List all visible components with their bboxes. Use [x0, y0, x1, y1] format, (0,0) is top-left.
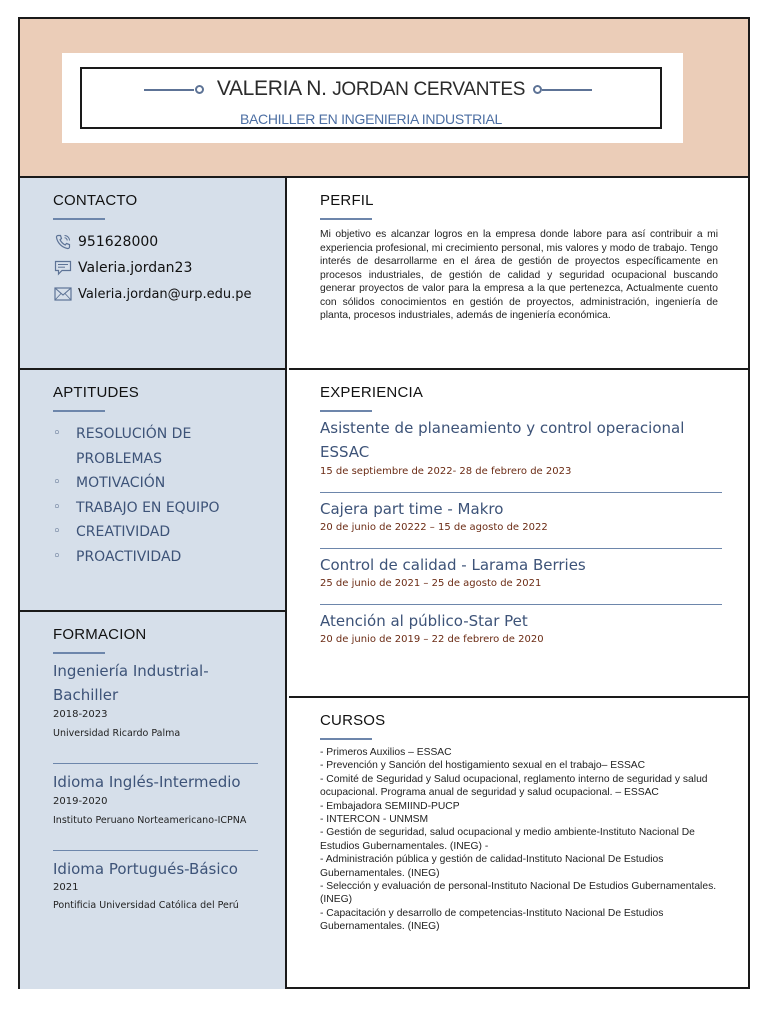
formacion-heading: FORMACION — [53, 626, 147, 643]
list-item: - Comité de Seguridad y Salud ocupacional, reglamento interno de seguridad y salud ocupacional. Programa anual de seguridad y salud ocupacional. – ESSAC — [320, 773, 708, 799]
list-item: - Primeros Auxilios – ESSAC — [320, 747, 452, 758]
formacion-section — [20, 612, 287, 989]
perfil-underline — [320, 218, 372, 220]
education-separator — [53, 850, 258, 851]
email-text: Valeria.jordan@urp.edu.pe — [78, 286, 252, 302]
candidate-name — [82, 77, 660, 101]
job-date: 25 de junio de 2021 – 25 de agosto de 2021 — [320, 578, 542, 589]
job-title: Atención al público-Star Pet — [320, 612, 528, 630]
job-date: 20 de junio de 2019 – 22 de febrero de 2020 — [320, 634, 544, 645]
profile-text: Mi objetivo es alcanzar logros en la empresa donde labore para así contribuir a mi experiencia profesional, mi crecimiento personal, mis valores y modo de trabajo. Tengo interés de desarrollarme en el área de gestión de proyectos específicamente en procesos industriales, de gestión de calidad y seguridad ocupacional buscando generar proyectos de valor para la empresa a la que pertenezca, Actualmente cuento con sólidos conocimientos en gestión de proyectos, administración, ingeniería de planta, procesos industriales, además de ingeniería económica. — [320, 229, 718, 321]
list-item: ◦ PROACTIVIDAD — [53, 545, 273, 570]
list-item: ◦ MOTIVACIÓN — [53, 471, 273, 496]
job-date: 20 de junio de 20222 – 15 de agosto de 2022 — [320, 522, 548, 533]
candidate-title: BACHILLER EN INGENIERIA INDUSTRIAL — [239, 111, 503, 127]
experiencia-section — [289, 370, 748, 696]
aptitudes-section — [20, 370, 287, 610]
education-years: 2021 — [53, 882, 79, 893]
phone-icon — [53, 234, 73, 250]
cursos-heading: CURSOS — [320, 712, 386, 729]
education-title: Idioma Inglés-Intermedio — [53, 773, 241, 791]
contact-chat[interactable] — [53, 260, 192, 276]
education-title: Ingeniería Industrial-Bachiller — [53, 662, 209, 704]
aptitudes-underline — [53, 410, 105, 412]
education-institution: Instituto Peruano Norteamericano-ICPNA — [53, 815, 247, 826]
list-item: - Administración pública y gestión de calidad-Instituto Nacional De Estudios Gubernamentales. (INEG) — [320, 854, 664, 879]
list-item: ◦ CREATIVIDAD — [53, 520, 273, 545]
chat-text: Valeria.jordan23 — [78, 260, 193, 276]
education-title: Idioma Portugués-Básico — [53, 860, 238, 878]
contact-phone[interactable] — [53, 234, 158, 250]
education-years: 2018-2023 — [53, 709, 108, 720]
list-item: - Capacitación y desarrollo de competencias-Instituto Nacional De Estudios Gubernamentales. (INEG) — [320, 907, 664, 933]
aptitudes-list — [53, 422, 273, 569]
sidebar — [20, 178, 287, 989]
education-institution: Universidad Ricardo Palma — [53, 728, 181, 739]
contact-email[interactable] — [53, 286, 252, 302]
contact-section — [20, 178, 287, 368]
name-rest: JORDAN CERVANTES — [332, 79, 526, 100]
chat-icon — [53, 260, 73, 276]
list-item: - Prevención y Sanción del hostigamiento sexual en el trabajo– ESSAC — [320, 760, 646, 772]
job-separator — [320, 604, 722, 605]
list-item: ◦ TRABAJO EN EQUIPO — [53, 496, 273, 521]
education-institution: Pontificia Universidad Católica del Perú — [53, 900, 239, 911]
phone-text: 951628000 — [78, 234, 159, 250]
formacion-underline — [53, 652, 105, 654]
list-item: - Embajadora SEMIIND-PUCP — [320, 800, 460, 812]
envelope-icon — [53, 286, 73, 302]
contact-heading: CONTACTO — [53, 192, 138, 209]
list-item: - Selección y evaluación de personal-Instituto Nacional De Estudios Gubernamentales. (INEG) — [320, 881, 717, 906]
header-box — [80, 67, 662, 129]
header-banner — [20, 19, 748, 178]
job-title: Cajera part time - Makro — [320, 500, 504, 518]
header-card — [62, 53, 683, 143]
name-first: VALERIA N. — [216, 77, 333, 100]
list-item: - INTERCON - UNMSM — [320, 814, 429, 826]
education-separator — [53, 763, 258, 764]
cursos-section — [289, 698, 748, 989]
experiencia-underline — [320, 410, 372, 412]
contact-underline — [53, 218, 105, 220]
perfil-section — [289, 178, 748, 368]
job-separator — [320, 492, 722, 493]
main-content — [289, 178, 748, 989]
job-title: Asistente de planeamiento y control operacional ESSAC — [320, 419, 685, 461]
education-years: 2019-2020 — [53, 796, 108, 807]
job-separator — [320, 548, 722, 549]
job-title: Control de calidad - Larama Berries — [320, 556, 586, 574]
perfil-heading: PERFIL — [320, 192, 374, 209]
courses-list — [320, 746, 730, 934]
aptitudes-heading: APTITUDES — [53, 384, 139, 401]
cursos-underline — [320, 738, 372, 740]
list-item: - Gestión de seguridad, salud ocupacional y medio ambiente-Instituto Nacional De Estudios Gubernamentales. (INEG) - — [320, 827, 695, 852]
resume-frame — [18, 17, 750, 989]
job-date: 15 de septiembre de 2022- 28 de febrero de 2023 — [320, 466, 572, 477]
list-item: ◦ RESOLUCIÓN DE PROBLEMAS — [53, 422, 273, 471]
experiencia-heading: EXPERIENCIA — [320, 384, 424, 401]
